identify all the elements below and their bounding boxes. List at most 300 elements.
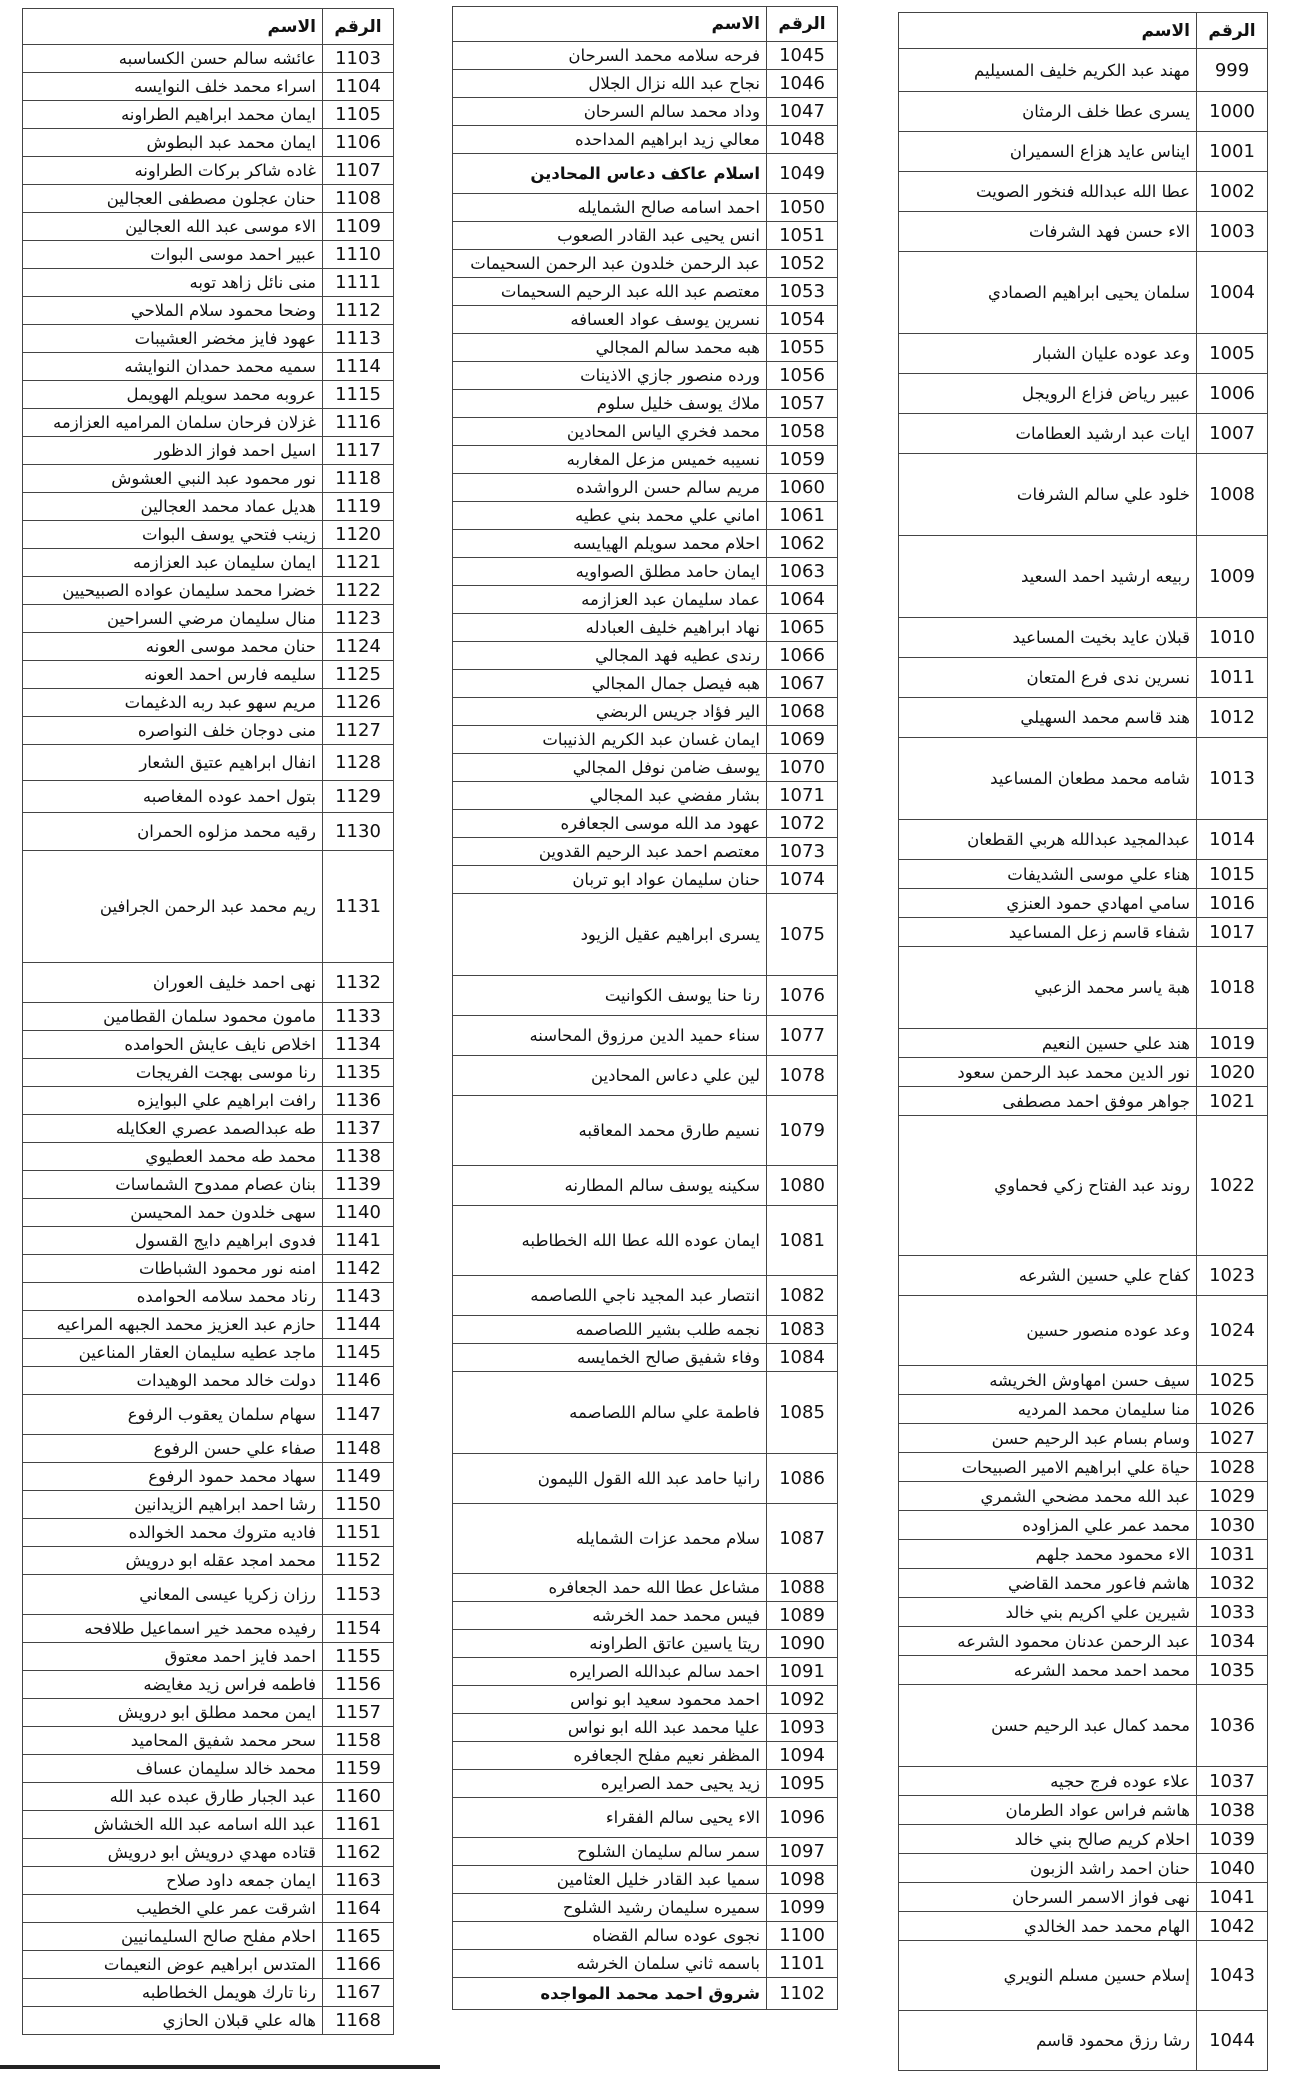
row-number: 1039 [1197,1825,1268,1854]
row-name: سهام سلمان يعقوب الرفوع [23,1395,323,1435]
row-name: سهاد محمد حمود الرفوع [23,1463,323,1491]
row-name: ملاك يوسف خليل سلوم [453,390,767,418]
row-number: 1033 [1197,1598,1268,1627]
header-number: الرقم [1197,13,1268,49]
row-name: قبلان عايد بخيت المساعيد [899,618,1197,658]
row-number: 1151 [323,1519,394,1547]
row-number: 1012 [1197,698,1268,738]
row-number: 1000 [1197,92,1268,132]
row-number: 1095 [767,1770,838,1798]
row-number: 1070 [767,754,838,782]
row-number: 1026 [1197,1395,1268,1424]
row-number: 1045 [767,42,838,70]
row-number: 1032 [1197,1569,1268,1598]
row-name: رندى عطيه فهد المجالي [453,642,767,670]
row-number: 1143 [323,1283,394,1311]
row-number: 1082 [767,1276,838,1316]
row-name: ايمان عوده الله عطا الله الخطاطبه [453,1206,767,1276]
names-table [898,12,1268,2071]
row-number: 1001 [1197,132,1268,172]
row-name: اماني علي محمد بني عطيه [453,502,767,530]
row-name: سهى خلدون حمد المحيسن [23,1199,323,1227]
row-name: خلود علي سالم الشرفات [899,454,1197,536]
row-number: 1084 [767,1344,838,1372]
row-name: منا سليمان محمد المرديه [899,1395,1197,1424]
row-number: 1041 [1197,1883,1268,1912]
row-number: 1163 [323,1867,394,1895]
header-number: الرقم [323,9,394,45]
row-name: هبه فيصل جمال المجالي [453,670,767,698]
row-name: ريم محمد عبد الرحمن الجرافين [23,851,323,963]
row-number: 1116 [323,409,394,437]
row-name: فدوى ابراهيم دايج القسول [23,1227,323,1255]
row-number: 1069 [767,726,838,754]
row-number: 1007 [1197,414,1268,454]
row-number: 1133 [323,1003,394,1031]
row-name: وضحا محمود سلام الملاحي [23,297,323,325]
row-number: 1009 [1197,536,1268,618]
row-number: 1006 [1197,374,1268,414]
row-name: غزلان فرحان سلمان المراميه العزازمه [23,409,323,437]
row-name: امنه نور محمود الشباطات [23,1255,323,1283]
row-number: 1098 [767,1866,838,1894]
row-number: 1043 [1197,1941,1268,2011]
row-number: 1120 [323,521,394,549]
row-name: نجوى عوده سالم القضاه [453,1922,767,1950]
row-name: شفاء قاسم زعل المساعيد [899,918,1197,947]
row-number: 1064 [767,586,838,614]
row-name: رنا تارك هويمل الخطاطبه [23,1979,323,2007]
row-number: 1105 [323,101,394,129]
row-number: 1050 [767,194,838,222]
row-name: وداد محمد سالم السرحان [453,98,767,126]
row-number: 1107 [323,157,394,185]
row-number: 1066 [767,642,838,670]
row-name: انتصار عبد المجيد ناجي اللصاصمه [453,1276,767,1316]
row-name: ايمان محمد عبد البطوش [23,129,323,157]
row-name: الاء موسى عبد الله العجالين [23,213,323,241]
row-number: 1078 [767,1056,838,1096]
row-name: احمد سالم عبدالله الصرايره [453,1658,767,1686]
row-name: نجمه طلب بشير اللصاصمه [453,1316,767,1344]
row-name: هاشم فراس عواد الطرمان [899,1796,1197,1825]
row-number: 1112 [323,297,394,325]
row-name: انس يحيى عبد القادر الصعوب [453,222,767,250]
row-name: حازم عبد العزيز محمد الجبهه المراعيه [23,1311,323,1339]
row-name: غاده شاكر بركات الطراونه [23,157,323,185]
row-number: 1131 [323,851,394,963]
row-name: منى دوجان خلف النواصره [23,717,323,745]
row-number: 1118 [323,465,394,493]
row-name: شروق احمد محمد المواجده [453,1978,767,2010]
row-name: سمر سالم سليمان الشلوح [453,1838,767,1866]
row-number: 1123 [323,605,394,633]
row-number: 1153 [323,1575,394,1615]
row-name: رناد محمد سلامه الحوامده [23,1283,323,1311]
row-name: عبير احمد موسى البوات [23,241,323,269]
row-number: 1161 [323,1811,394,1839]
row-number: 1046 [767,70,838,98]
row-name: ايناس عايد هزاع السميران [899,132,1197,172]
row-number: 1027 [1197,1424,1268,1453]
row-number: 1124 [323,633,394,661]
row-name: اخلاص نايف عايش الحوامده [23,1031,323,1059]
row-name: سلمان يحيى ابراهيم الصمادي [899,252,1197,334]
row-number: 1037 [1197,1767,1268,1796]
row-name: حنان سليمان عواد ابو تربان [453,866,767,894]
row-number: 1106 [323,129,394,157]
row-name: زينب فتحي يوسف البوات [23,521,323,549]
row-name: محمد كمال عبد الرحيم حسن [899,1685,1197,1767]
row-name: نسيم طارق محمد المعاقبه [453,1096,767,1166]
row-name: رزان زكريا عيسى المعاني [23,1575,323,1615]
row-number: 1085 [767,1372,838,1454]
row-name: اسراء محمد خلف النوايسه [23,73,323,101]
row-number: 1167 [323,1979,394,2007]
row-number: 1121 [323,549,394,577]
row-name: سحر محمد شفيق المحاميد [23,1727,323,1755]
row-name: ايمان غسان عبد الكريم الذنيبات [453,726,767,754]
row-number: 1117 [323,437,394,465]
row-name: احلام كريم صالح بني خالد [899,1825,1197,1854]
row-number: 1004 [1197,252,1268,334]
row-name: قتاده مهدي درويش ابو درويش [23,1839,323,1867]
row-name: رشا احمد ابراهيم الزيدانين [23,1491,323,1519]
row-number: 1144 [323,1311,394,1339]
row-name: ايمان محمد ابراهيم الطراونه [23,101,323,129]
row-name: مامون محمود سلمان القطامين [23,1003,323,1031]
row-name: منى نائل زاهد توبه [23,269,323,297]
row-number: 1072 [767,810,838,838]
row-number: 1058 [767,418,838,446]
row-number: 1052 [767,250,838,278]
row-name: مريم سالم حسن الرواشده [453,474,767,502]
row-name: احلام محمد سويلم الهيايسه [453,530,767,558]
row-number: 1086 [767,1454,838,1504]
row-number: 1049 [767,154,838,194]
row-number: 1150 [323,1491,394,1519]
row-number: 1089 [767,1602,838,1630]
row-name: الهام محمد حمد الخالدي [899,1912,1197,1941]
row-name: عبد الرحمن خلدون عبد الرحمن السحيمات [453,250,767,278]
row-name: حنان عجلون مصطفى العجالين [23,185,323,213]
row-number: 1024 [1197,1296,1268,1366]
row-number: 1135 [323,1059,394,1087]
row-number: 1044 [1197,2011,1268,2071]
row-number: 1051 [767,222,838,250]
row-name: عبد الرحمن عدنان محمود الشرعه [899,1627,1197,1656]
row-number: 1077 [767,1016,838,1056]
row-number: 1087 [767,1504,838,1574]
row-name: عليا محمد عبد الله ابو نواس [453,1714,767,1742]
row-name: منال سليمان مرضي السراحين [23,605,323,633]
row-number: 1010 [1197,618,1268,658]
row-name: بتول احمد عوده المغاصبه [23,781,323,813]
row-number: 1166 [323,1951,394,1979]
row-number: 1111 [323,269,394,297]
row-name: عهود فايز مخضر العشيبات [23,325,323,353]
row-number: 1073 [767,838,838,866]
row-number: 1060 [767,474,838,502]
row-number: 1157 [323,1699,394,1727]
row-name: يسرى عطا خلف الرمثان [899,92,1197,132]
row-number: 1113 [323,325,394,353]
row-name: رانيا حامد عبد الله القول الليمون [453,1454,767,1504]
row-number: 1023 [1197,1256,1268,1296]
row-number: 1090 [767,1630,838,1658]
row-name: عماد سليمان عبد العزازمه [453,586,767,614]
row-name: احمد اسامه صالح الشمايله [453,194,767,222]
row-number: 1132 [323,963,394,1003]
row-number: 1129 [323,781,394,813]
row-name: نهى فواز الاسمر السرحان [899,1883,1197,1912]
row-name: مهند عبد الكريم خليف المسيليم [899,49,1197,92]
row-name: طه عبدالصمد عصري العكايله [23,1115,323,1143]
row-number: 1042 [1197,1912,1268,1941]
row-name: وسام بسام عبد الرحيم حسن [899,1424,1197,1453]
row-name: وعد عوده منصور حسين [899,1296,1197,1366]
row-number: 1031 [1197,1540,1268,1569]
row-number: 1139 [323,1171,394,1199]
row-number: 1021 [1197,1087,1268,1116]
row-number: 1140 [323,1199,394,1227]
row-name: يوسف ضامن نوفل المجالي [453,754,767,782]
row-name: نهاد ابراهيم خليف العبادله [453,614,767,642]
row-name: سميه محمد حمدان النوايشه [23,353,323,381]
row-number: 1101 [767,1950,838,1978]
row-number: 1136 [323,1087,394,1115]
row-number: 1076 [767,976,838,1016]
row-name: علاء عوده فرج حجيه [899,1767,1197,1796]
row-number: 1114 [323,353,394,381]
row-number: 1141 [323,1227,394,1255]
row-number: 1019 [1197,1029,1268,1058]
row-number: 1015 [1197,860,1268,889]
row-name: نهى احمد خليف العوران [23,963,323,1003]
row-number: 1127 [323,717,394,745]
row-number: 1013 [1197,738,1268,820]
row-number: 1088 [767,1574,838,1602]
row-number: 1063 [767,558,838,586]
row-number: 1148 [323,1435,394,1463]
row-number: 1142 [323,1255,394,1283]
row-number: 1083 [767,1316,838,1344]
row-name: رشا رزق محمود قاسم [899,2011,1197,2071]
row-name: جواهر موفق احمد مصطفى [899,1087,1197,1116]
row-name: ايمن محمد مطلق ابو درويش [23,1699,323,1727]
row-number: 1025 [1197,1366,1268,1395]
row-number: 1138 [323,1143,394,1171]
row-name: محمد خالد سليمان عساف [23,1755,323,1783]
column-middle [452,6,838,2010]
bottom-border [0,2065,440,2069]
row-number: 1122 [323,577,394,605]
row-name: نسرين ندى فرع المتعان [899,658,1197,698]
row-name: دولت خالد محمد الوهيدات [23,1367,323,1395]
row-number: 1103 [323,45,394,73]
row-number: 1074 [767,866,838,894]
row-name: فرحه سلامه محمد السرحان [453,42,767,70]
row-number: 1047 [767,98,838,126]
row-name: الاء يحيى سالم الفقراء [453,1798,767,1838]
header-name: الاسم [453,7,767,42]
row-number: 1002 [1197,172,1268,212]
row-number: 1036 [1197,1685,1268,1767]
row-number: 1162 [323,1839,394,1867]
row-number: 1028 [1197,1453,1268,1482]
row-name: الير فؤاد جريس الربضي [453,698,767,726]
row-name: عبد الله محمد مضحي الشمري [899,1482,1197,1511]
row-name: اسيل احمد فواز الدظور [23,437,323,465]
row-name: فيس محمد حمد الخرشه [453,1602,767,1630]
row-name: نور الدين محمد عبد الرحمن سعود [899,1058,1197,1087]
row-name: هديل عماد محمد العجالين [23,493,323,521]
row-name: عبد الجبار طارق عبده عبد الله [23,1783,323,1811]
row-number: 1092 [767,1686,838,1714]
row-name: شيرين علي اكريم بني خالد [899,1598,1197,1627]
row-number: 1115 [323,381,394,409]
row-name: ريتا ياسين عاتق الطراونه [453,1630,767,1658]
row-name: محمد عمر علي المزاوده [899,1511,1197,1540]
row-number: 1110 [323,241,394,269]
row-number: 1152 [323,1547,394,1575]
row-name: محمد احمد محمد الشرعه [899,1656,1197,1685]
row-number: 1158 [323,1727,394,1755]
row-name: الاء محمود محمد جلهم [899,1540,1197,1569]
row-name: عبدالمجيد عبدالله هربي القطعان [899,820,1197,860]
row-number: 1080 [767,1166,838,1206]
row-number: 1005 [1197,334,1268,374]
row-number: 1018 [1197,947,1268,1029]
row-name: نجاح عبد الله نزال الجلال [453,70,767,98]
row-name: بنان عصام ممدوح الشماسات [23,1171,323,1199]
row-number: 1096 [767,1798,838,1838]
row-number: 1128 [323,745,394,781]
row-name: الاء حسن فهد الشرفات [899,212,1197,252]
row-number: 1061 [767,502,838,530]
row-name: وعد عوده عليان الشبار [899,334,1197,374]
row-number: 1056 [767,362,838,390]
row-name: شامه محمد مطعان المساعيد [899,738,1197,820]
row-number: 1081 [767,1206,838,1276]
row-name: سميره سليمان رشيد الشلوح [453,1894,767,1922]
row-number: 1034 [1197,1627,1268,1656]
row-name: انفال ابراهيم عتيق الشعار [23,745,323,781]
row-number: 1155 [323,1643,394,1671]
row-name: كفاح علي حسين الشرعه [899,1256,1197,1296]
row-number: 1014 [1197,820,1268,860]
row-name: سكينه يوسف سالم المطارنه [453,1166,767,1206]
row-number: 1068 [767,698,838,726]
row-number: 1108 [323,185,394,213]
row-name: نسيبه خميس مزعل المغاربه [453,446,767,474]
row-name: ايمان سليمان عبد العزازمه [23,549,323,577]
row-number: 1022 [1197,1116,1268,1256]
row-name: زيد يحيى حمد الصرايره [453,1770,767,1798]
row-name: رنا موسى بهجت الفريجات [23,1059,323,1087]
row-number: 1030 [1197,1511,1268,1540]
row-number: 1145 [323,1339,394,1367]
row-name: بشار مفضي عبد المجالي [453,782,767,810]
row-name: المظفر نعيم مفلح الجعافره [453,1742,767,1770]
header-number: الرقم [767,7,838,42]
row-name: سيف حسن امهاوش الخريشه [899,1366,1197,1395]
row-name: مريم سهو عبد ربه الدغيمات [23,689,323,717]
row-name: روند عبد الفتاح زكي فحماوي [899,1116,1197,1256]
row-name: مشاعل عطا الله حمد الجعافره [453,1574,767,1602]
row-number: 1055 [767,334,838,362]
row-name: وفاء شفيق صالح الخمايسه [453,1344,767,1372]
row-name: حنان احمد راشد الزبون [899,1854,1197,1883]
row-name: نسرين يوسف عواد العسافه [453,306,767,334]
row-number: 999 [1197,49,1268,92]
row-name: رافت ابراهيم علي البوايزه [23,1087,323,1115]
row-number: 1008 [1197,454,1268,536]
row-name: احمد محمود سعيد ابو نواس [453,1686,767,1714]
row-name: معتصم عبد الله عبد الرحيم السحيمات [453,278,767,306]
row-name: معتصم احمد عبد الرحيم القدوين [453,838,767,866]
row-name: عائشه سالم حسن الكساسبه [23,45,323,73]
row-number: 1154 [323,1615,394,1643]
row-name: حياة علي ابراهيم الامير الصبيحات [899,1453,1197,1482]
header-name: الاسم [899,13,1197,49]
row-name: محمد فخري الياس المحادين [453,418,767,446]
row-name: فاديه متروك محمد الخوالده [23,1519,323,1547]
row-name: هند قاسم محمد السهيلي [899,698,1197,738]
row-name: نور محمود عبد النبي العشوش [23,465,323,493]
row-name: هبة ياسر محمد الزعبي [899,947,1197,1029]
row-name: ماجد عطيه سليمان العقار المناعين [23,1339,323,1367]
column-left [22,8,394,2035]
row-number: 1075 [767,894,838,976]
row-name: سميا عبد القادر خليل العثامين [453,1866,767,1894]
row-number: 1094 [767,1742,838,1770]
row-name: حنان محمد موسى العونه [23,633,323,661]
row-number: 1062 [767,530,838,558]
row-number: 1091 [767,1658,838,1686]
row-number: 1016 [1197,889,1268,918]
row-number: 1040 [1197,1854,1268,1883]
row-number: 1079 [767,1096,838,1166]
row-number: 1048 [767,126,838,154]
row-name: ربيعه ارشيد احمد السعيد [899,536,1197,618]
row-number: 1165 [323,1923,394,1951]
row-name: لين علي دعاس المحادين [453,1056,767,1096]
row-number: 1102 [767,1978,838,2010]
row-number: 1104 [323,73,394,101]
row-number: 1003 [1197,212,1268,252]
row-name: اسلام عاكف دعاس المحادين [453,154,767,194]
row-number: 1130 [323,813,394,851]
row-name: ايمان حامد مطلق الصواويه [453,558,767,586]
row-name: احمد فايز احمد معتوق [23,1643,323,1671]
row-number: 1147 [323,1395,394,1435]
row-name: هبه محمد سالم المجالي [453,334,767,362]
row-number: 1149 [323,1463,394,1491]
row-number: 1053 [767,278,838,306]
row-name: رفيده محمد خير اسماعيل طلافحه [23,1615,323,1643]
row-name: هاله علي قبلان الحازي [23,2007,323,2035]
row-name: ايمان جمعه داود صلاح [23,1867,323,1895]
row-name: عبير رياض فزاع الرويجل [899,374,1197,414]
row-name: سلام محمد عزات الشمايله [453,1504,767,1574]
header-name: الاسم [23,9,323,45]
row-number: 1134 [323,1031,394,1059]
row-number: 1125 [323,661,394,689]
row-number: 1059 [767,446,838,474]
row-number: 1160 [323,1783,394,1811]
row-number: 1119 [323,493,394,521]
